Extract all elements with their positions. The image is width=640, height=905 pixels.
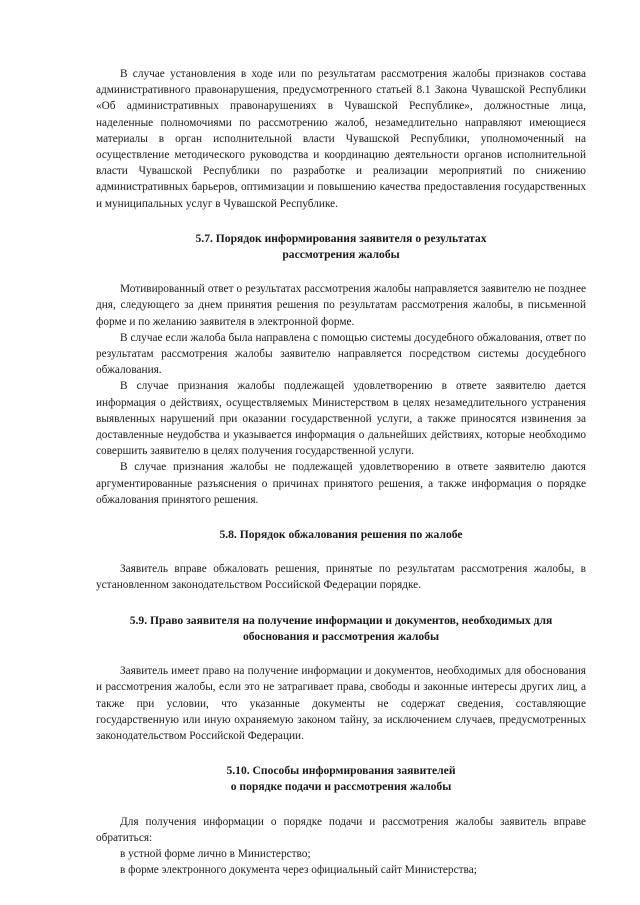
section-5-7-heading — [96, 231, 586, 263]
section-5-10-paragraph: Для получения информации о порядке подачи и рассмотрения жалобы заявитель вправе обратиться: — [96, 815, 586, 844]
intro-paragraph: В случае установления в ходе или по результатам рассмотрения жалобы признаков состава административного правонарушения, предусмотренного статьей 8.1 Закона Чувашской Республики «Об административных правонарушениях в Чувашской Республике», должностные лица, наделенные полномочиями по рассмотрению жалоб, незамедлительно направляют имеющиеся материалы в орган исполнительной власти Чувашской Республики, уполномоченный на осуществление методического руководства и координацию деятельности органов исполнительной власти Чувашской Республики по разработке и реализации мероприятий по снижению административных барьеров, оптимизации и повышению качества предоставления государственных и муниципальных услуг в Чувашской Республике. — [96, 68, 586, 210]
section-5-7-paragraph: Мотивированный ответ о результатах рассмотрения жалобы направляется заявителю не позднее дня, следующего за днем принятия решения по результатам рассмотрения жалобы, в письменной форме и по желанию заявителя в электронной форме. — [96, 283, 586, 328]
section-5-9-paragraph: Заявитель имеет право на получение информации и документов, необходимых для обоснования и рассмотрения жалобы, если это не затрагивает права, свободы и законные интересы других лиц, а также при условии, что указанные документы не содержат сведения, составляющие государственную или иную охраняемую законом тайну, за исключением случаев, предусмотренных законодательством Российской Федерации. — [96, 665, 586, 742]
section-5-7-heading-line2: рассмотрения жалобы — [282, 248, 400, 262]
section-5-7-heading-line1: 5.7. Порядок информирования заявителя о результатах — [195, 231, 487, 245]
section-5-8-heading: 5.8. Порядок обжалования решения по жалобе — [219, 528, 463, 542]
list-item: в устной форме лично в Министерство; — [120, 847, 311, 860]
section-5-10-heading-line1: 5.10. Способы информирования заявителей — [226, 764, 456, 778]
section-5-10-heading-line2: о порядке подачи и рассмотрения жалобы — [230, 780, 452, 794]
section-5-10-heading — [96, 763, 586, 795]
document-page — [96, 66, 586, 878]
section-5-8-paragraph: Заявитель вправе обжаловать решения, принятые по результатам рассмотрения жалобы, в установленном законодательством Российской Федерации порядке. — [96, 563, 586, 592]
section-5-7-paragraph: В случае признания жалобы не подлежащей удовлетворению в ответе заявителю даются аргументированные разъяснения о причинах принятого решения, а также информация о порядке обжалования принятого решения. — [96, 461, 586, 506]
section-5-7-paragraph: В случае признания жалобы подлежащей удовлетворению в ответе заявителю дается информация о действиях, осуществляемых Министерством в целях незамедлительного устранения выявленных нарушений при оказании государственной услуги, а также приносятся извинения за доставленные неудобства и указывается информация о дальнейших действиях, которые необходимо совершить заявителю в целях получения государственной услуги. — [96, 380, 586, 458]
section-5-7-paragraph: В случае если жалоба была направлена с помощью системы досудебного обжалования, ответ по результатам рассмотрения жалобы заявителю направляется посредством системы досудебного обжалования. — [96, 331, 586, 377]
section-5-9-heading: 5.9. Право заявителя на получение информации и документов, необходимых для обоснования и рассмотрения жалобы — [129, 613, 553, 643]
list-item: в форме электронного документа через официальный сайт Министерства; — [120, 864, 477, 877]
